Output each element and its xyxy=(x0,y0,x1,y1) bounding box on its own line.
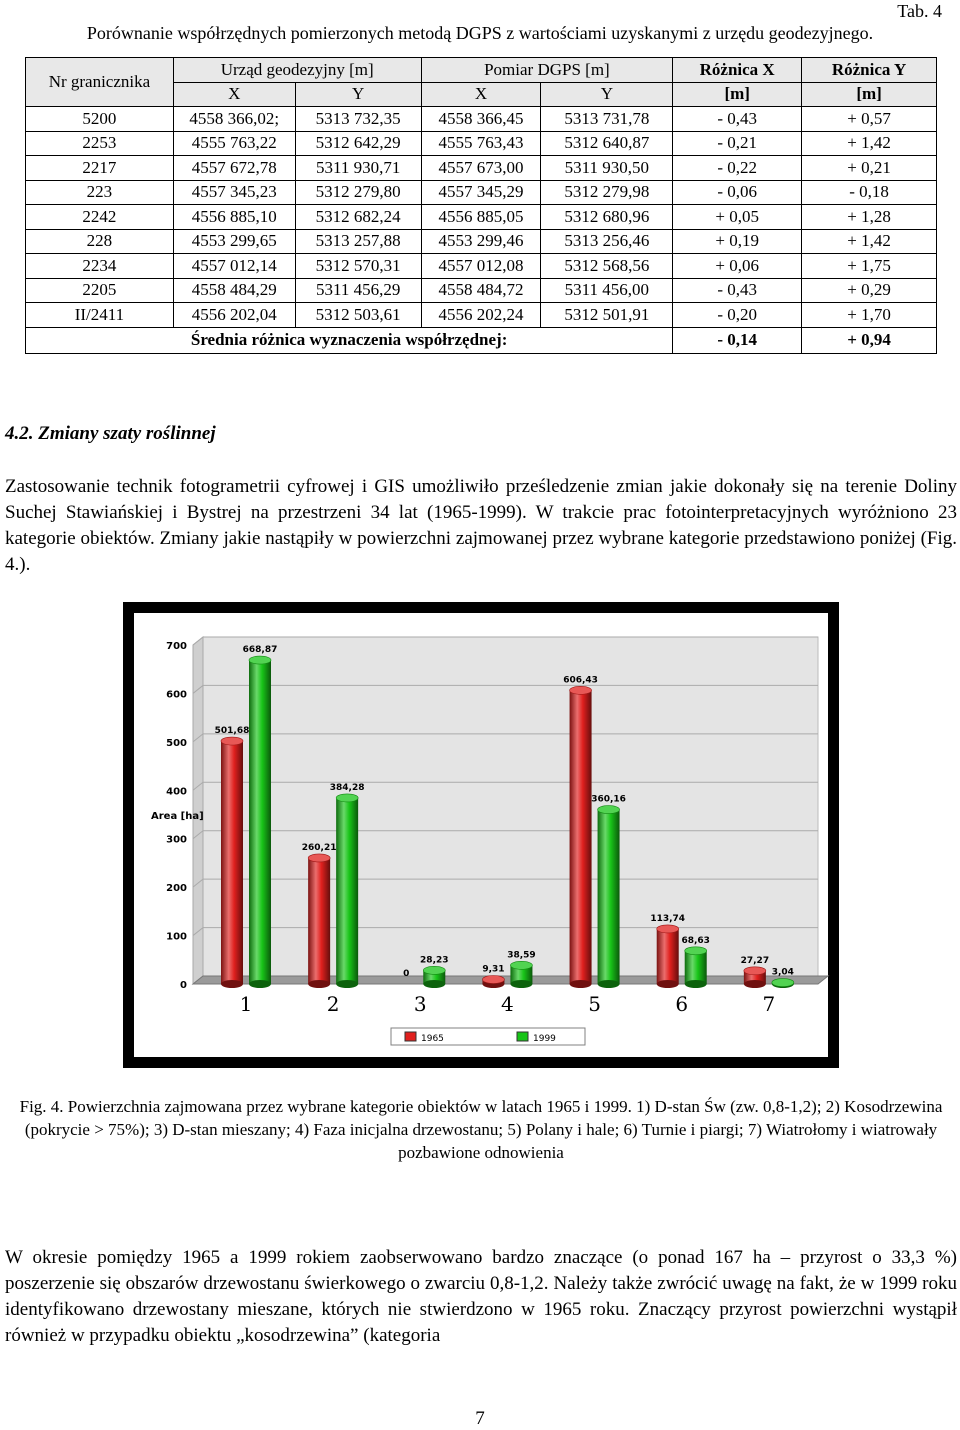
cell: 5312 640,87 xyxy=(541,131,673,156)
table-row xyxy=(26,229,937,254)
cell: 4553 299,65 xyxy=(173,229,295,254)
cell: + 0,19 xyxy=(673,229,802,254)
cell: 2242 xyxy=(26,205,174,230)
cell: 5312 642,29 xyxy=(295,131,421,156)
header-roznica-x: Różnica X xyxy=(673,58,802,83)
x-category-label: 2 xyxy=(326,992,340,1016)
data-label: 260,21 xyxy=(301,842,337,853)
cell: 2217 xyxy=(26,156,174,181)
y-tick-label: 200 xyxy=(166,883,187,895)
section-heading: 4.2. Zmiany szaty roślinnej xyxy=(5,423,216,444)
data-label: 113,74 xyxy=(650,913,686,924)
cell: 5311 456,00 xyxy=(541,278,673,303)
header-y1: Y xyxy=(295,82,421,107)
bar-top xyxy=(657,925,679,933)
bar-top xyxy=(510,961,532,969)
cell: 5312 570,31 xyxy=(295,254,421,279)
bar-base xyxy=(423,980,445,988)
table-row xyxy=(26,278,937,303)
figure-caption: Fig. 4. Powierzchnia zajmowana przez wybrane kategorie obiektów w latach 1965 i 1999. 1) D-stan Św (zw. 0,8-1,2); 2) Kosodrzewina (pokrycie > 75%); 3) D-stan mieszany; 4) Faza inicjalna drzewostanu; 5) Polany i hale; 6) Turnie i piargi; 7) Wiatrołomy i wiatrowały pozbawione odnowienia xyxy=(19,1097,943,1162)
bar-base xyxy=(570,980,592,988)
table-row xyxy=(26,254,937,279)
cell: + 0,29 xyxy=(802,278,937,303)
cell: 4555 763,22 xyxy=(173,131,295,156)
table-number: Tab. 4 xyxy=(897,1,942,21)
bar-top xyxy=(308,854,330,862)
bar-1965-5 xyxy=(570,690,592,984)
cell: 4556 202,24 xyxy=(421,303,541,328)
bar-top xyxy=(249,656,271,664)
bar-chart-figure xyxy=(123,602,839,1068)
cell: 4558 366,45 xyxy=(421,107,541,132)
data-label: 27,27 xyxy=(740,955,770,966)
cell: - 0,18 xyxy=(802,180,937,205)
cell: 4557 012,08 xyxy=(421,254,541,279)
cell: 5312 503,61 xyxy=(295,303,421,328)
legend-label-1965: 1965 xyxy=(421,1034,444,1044)
header-x1: X xyxy=(173,82,295,107)
y-tick-label: 700 xyxy=(166,641,187,652)
summary-dx: - 0,14 xyxy=(673,327,802,353)
bar-top xyxy=(772,979,794,987)
table-row xyxy=(26,131,937,156)
cell: 2205 xyxy=(26,278,174,303)
cell: + 0,05 xyxy=(673,205,802,230)
bar-base xyxy=(336,980,358,988)
paragraph-intro: Zastosowanie technik fotogrametrii cyfrowej i GIS umożliwiło prześledzenie zmian jakie dokonały się na terenie Doliny Suchej Stawiańskiej i Bystrej na przestrzeni 34 lat (1965-1999). W trakcie prac fotointerpretacyjnych wyróżniono 23 kategorie obiektów. Zmiany jakie nastąpiły w powierzchni zajmowanej przez wybrane kategorie przedstawiono poniżej (Fig. 4.). xyxy=(5,476,957,575)
cell: 4553 299,46 xyxy=(421,229,541,254)
paragraph-analysis: W okresie pomiędzy 1965 a 1999 rokiem zaobserwowano bardzo znaczące (o ponad 167 ha – przyrost o 33,3 %) poszerzenie się obszarów drzewostanu świerkowego o zwarciu 0,8-1,2. Należy także zwrócić uwagę na fakt, że w 1999 roku identyfikowano drzewostany mieszane, których nie stwierdzono w 1965 roku. Znaczący przyrost powierzchni wystąpił również w przypadku obiektu „kosodrzewina” (kategoria xyxy=(5,1247,957,1346)
header-roznica-x-unit: [m] xyxy=(673,82,802,107)
cell: 4557 672,78 xyxy=(173,156,295,181)
data-label: 68,63 xyxy=(681,935,710,946)
cell: 5311 930,50 xyxy=(541,156,673,181)
summary-row xyxy=(26,327,937,353)
cell: 5311 456,29 xyxy=(295,278,421,303)
cell: 228 xyxy=(26,229,174,254)
x-category-label: 7 xyxy=(762,992,776,1016)
y-tick-label: 600 xyxy=(166,689,187,701)
data-label: 384,28 xyxy=(329,782,365,793)
cell: + 0,21 xyxy=(802,156,937,181)
cell: - 0,06 xyxy=(673,180,802,205)
bar-base xyxy=(510,980,532,988)
cell: 4557 345,29 xyxy=(421,180,541,205)
x-category-label: 3 xyxy=(413,992,427,1016)
bar-base xyxy=(685,980,707,988)
header-pomiar: Pomiar DGPS [m] xyxy=(421,58,673,83)
bar-1999-2 xyxy=(336,798,358,984)
data-label: 38,59 xyxy=(507,950,536,961)
page-number: 7 xyxy=(475,1408,485,1429)
x-category-label: 4 xyxy=(501,992,514,1016)
cell: + 1,75 xyxy=(802,254,937,279)
data-label: 668,87 xyxy=(242,645,278,656)
cell: + 0,57 xyxy=(802,107,937,132)
bar-base xyxy=(657,980,679,988)
summary-label: Średnia różnica wyznaczenia współrzędnej: xyxy=(26,327,673,353)
header-x2: X xyxy=(421,82,541,107)
data-label: 9,31 xyxy=(482,964,505,975)
bar-base xyxy=(221,980,243,988)
y-axis-label: Area [ha] xyxy=(151,811,204,822)
y-tick-label: 300 xyxy=(166,834,187,846)
legend-swatch-1965 xyxy=(405,1032,416,1041)
data-label: 360,16 xyxy=(591,794,626,805)
coordinates-table xyxy=(25,57,937,354)
y-tick-label: 100 xyxy=(166,931,187,943)
cell: 4555 763,43 xyxy=(421,131,541,156)
cell: + 1,42 xyxy=(802,229,937,254)
bar-base xyxy=(249,980,271,988)
cell: + 1,70 xyxy=(802,303,937,328)
cell: 5312 568,56 xyxy=(541,254,673,279)
cell: + 0,06 xyxy=(673,254,802,279)
bar-base xyxy=(308,980,330,988)
table-row xyxy=(26,107,937,132)
table-row xyxy=(26,156,937,181)
cell: 5312 680,96 xyxy=(541,205,673,230)
cell: 4556 885,10 xyxy=(173,205,295,230)
cell: 4556 885,05 xyxy=(421,205,541,230)
cell: 5313 731,78 xyxy=(541,107,673,132)
cell: - 0,20 xyxy=(673,303,802,328)
cell: 5312 682,24 xyxy=(295,205,421,230)
cell: 5313 256,46 xyxy=(541,229,673,254)
bar-1965-1 xyxy=(221,741,243,984)
cell: 5313 257,88 xyxy=(295,229,421,254)
x-category-label: 1 xyxy=(239,992,253,1016)
cell: 5312 279,98 xyxy=(541,180,673,205)
cell: 4557 673,00 xyxy=(421,156,541,181)
data-label: 0 xyxy=(403,969,410,979)
header-roznica-y-unit: [m] xyxy=(802,82,937,107)
data-label: 606,43 xyxy=(563,675,598,686)
y-tick-label: 400 xyxy=(166,786,187,798)
cell: 4557 012,14 xyxy=(173,254,295,279)
cell: 5311 930,71 xyxy=(295,156,421,181)
data-label: 28,23 xyxy=(420,955,449,966)
header-nr: Nr granicznika xyxy=(26,58,174,107)
table-row xyxy=(26,303,937,328)
y-tick-label: 0 xyxy=(180,980,187,991)
bar-top xyxy=(221,737,243,745)
cell: 5312 279,80 xyxy=(295,180,421,205)
cell: 4556 202,04 xyxy=(173,303,295,328)
cell: 2253 xyxy=(26,131,174,156)
table-row xyxy=(26,180,937,205)
bar-top xyxy=(744,967,766,975)
cell: - 0,22 xyxy=(673,156,802,181)
cell: 5200 xyxy=(26,107,174,132)
bar-top xyxy=(336,794,358,802)
cell: + 1,42 xyxy=(802,131,937,156)
bar-chart xyxy=(123,602,839,1068)
cell: 4558 484,29 xyxy=(173,278,295,303)
cell: - 0,43 xyxy=(673,278,802,303)
bar-1999-1 xyxy=(249,660,271,984)
header-y2: Y xyxy=(541,82,673,107)
cell: - 0,21 xyxy=(673,131,802,156)
bar-1965-2 xyxy=(308,858,330,984)
y-tick-label: 500 xyxy=(166,737,187,749)
header-urzad: Urząd geodezyjny [m] xyxy=(173,58,421,83)
summary-dy: + 0,94 xyxy=(802,327,937,353)
x-category-label: 5 xyxy=(588,992,601,1016)
cell: - 0,43 xyxy=(673,107,802,132)
data-label: 3,04 xyxy=(771,967,794,978)
bar-top xyxy=(482,975,504,983)
cell: 223 xyxy=(26,180,174,205)
cell: 4558 366,02; xyxy=(173,107,295,132)
cell: 5313 732,35 xyxy=(295,107,421,132)
bar-1999-5 xyxy=(598,810,620,984)
chart-back-wall xyxy=(203,637,818,976)
data-label: 501,68 xyxy=(214,726,250,737)
cell: 4557 345,23 xyxy=(173,180,295,205)
bar-1965-6 xyxy=(657,929,679,984)
legend-label-1999: 1999 xyxy=(533,1034,556,1044)
cell: 2234 xyxy=(26,254,174,279)
cell: + 1,28 xyxy=(802,205,937,230)
cell: II/2411 xyxy=(26,303,174,328)
bar-base xyxy=(598,980,620,988)
table-row xyxy=(26,205,937,230)
table-caption: Porównanie współrzędnych pomierzonych metodą DGPS z wartościami uzyskanymi z urzędu geodezyjnego. xyxy=(86,23,874,43)
x-category-label: 6 xyxy=(675,992,689,1016)
bar-top xyxy=(598,806,620,814)
bar-top xyxy=(570,686,592,694)
cell: 4558 484,72 xyxy=(421,278,541,303)
bar-top xyxy=(423,966,445,974)
bar-base xyxy=(744,980,766,988)
header-roznica-y: Różnica Y xyxy=(802,58,937,83)
bar-1999-6 xyxy=(685,951,707,984)
cell: 5312 501,91 xyxy=(541,303,673,328)
bar-top xyxy=(685,947,707,955)
legend-swatch-1999 xyxy=(517,1032,528,1041)
